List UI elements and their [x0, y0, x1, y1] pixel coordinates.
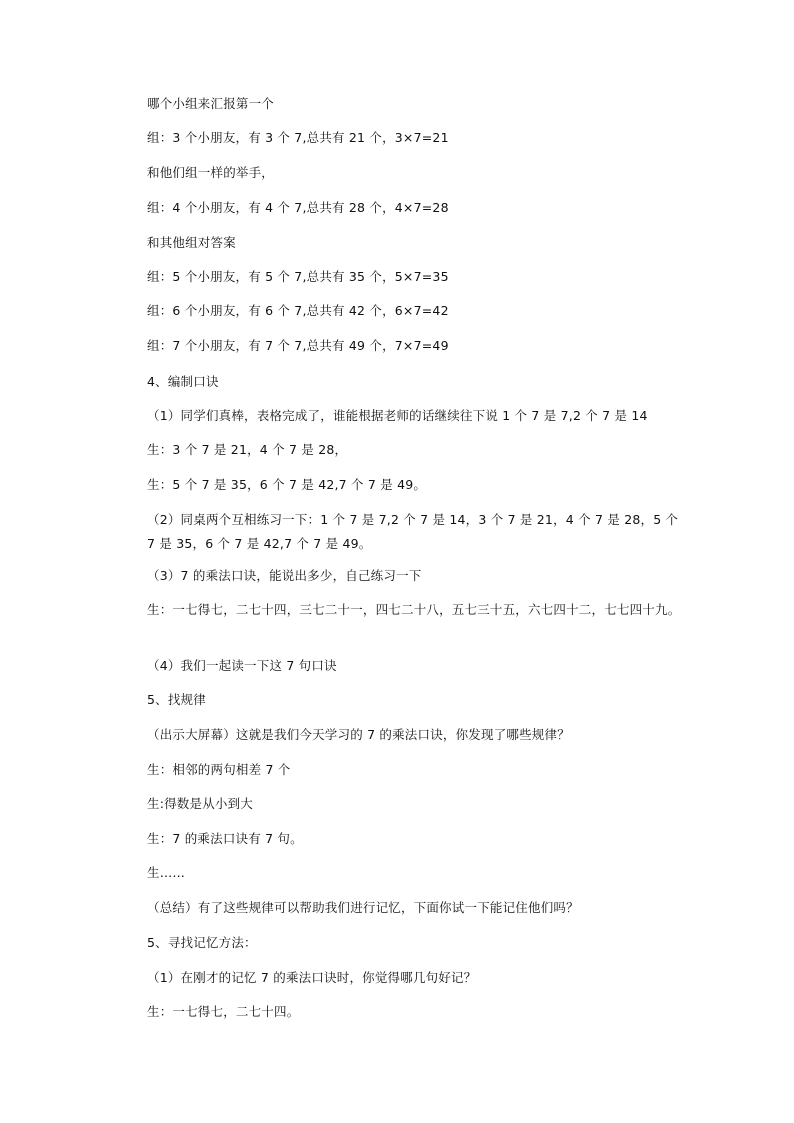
text-line-10: （1）同学们真棒，表格完成了，谁能根据老师的话继续往下说 1 个 7 是 7,2 个 7 是 14 — [147, 408, 648, 423]
text-line-21: 生：7 的乘法口诀有 7 句。 — [147, 831, 303, 846]
text-line-4: 组：4 个小朋友，有 4 个 7,总共有 28 个，4×7=28 — [147, 200, 449, 215]
text-line-8: 组：7 个小朋友，有 7 个 7,总共有 49 个，7×7=49 — [147, 338, 449, 353]
section-heading-5b: 5、寻找记忆方法： — [147, 935, 257, 950]
text-line-2: 组：3 个小朋友，有 3 个 7,总共有 21 个，3×7=21 — [147, 130, 449, 145]
text-line-20: 生:得数是从小到大 — [147, 796, 254, 811]
section-heading-5: 5、找规律 — [147, 692, 206, 707]
text-line-26: 生：一七得七，二七十四。 — [147, 1004, 300, 1019]
section-heading-4: 4、编制口诀 — [147, 374, 219, 389]
text-line-16: （4）我们一起读一下这 7 句口诀 — [147, 658, 337, 673]
text-line-12: 生：5 个 7 是 35，6 个 7 是 42,7 个 7 是 49。 — [147, 477, 427, 492]
text-line-11: 生：3 个 7 是 21，4 个 7 是 28， — [147, 442, 348, 457]
text-line-18: （出示大屏幕）这就是我们今天学习的 7 的乘法口诀，你发现了哪些规律？ — [147, 727, 570, 742]
text-line-3: 和他们组一样的举手， — [147, 165, 275, 180]
text-line-23: （总结）有了这些规律可以帮助我们进行记忆，下面你试一下能记住他们吗？ — [147, 900, 579, 915]
text-line-25: （1）在刚才的记忆 7 的乘法口诀时，你觉得哪几句好记？ — [147, 970, 477, 985]
text-line-19: 生：相邻的两句相差 7 个 — [147, 762, 291, 777]
text-line-7: 组：6 个小朋友，有 6 个 7,总共有 42 个，6×7=42 — [147, 303, 449, 318]
text-line-15: 生：一七得七，二七十四，三七二十一，四七二十八，五七三十五，六七四十二，七七四十九。 — [147, 602, 681, 617]
text-line-6: 组：5 个小朋友，有 5 个 7,总共有 35 个，5×7=35 — [147, 269, 449, 284]
text-line-5: 和其他组对答案 — [147, 235, 236, 250]
text-line-13: （2）同桌两个互相练习一下：1 个 7 是 7,2 个 7 是 14，3 个 7 是 21，4 个 7 是 28，5 个 7 是 35，6 个 7 是 42,7 个 7 是 49。 — [147, 512, 679, 551]
text-line-1: 哪个小组来汇报第一个 — [147, 96, 275, 111]
text-line-14: （3）7 的乘法口诀，能说出多少，自己练习一下 — [147, 568, 422, 583]
text-line-22: 生…… — [147, 865, 186, 880]
